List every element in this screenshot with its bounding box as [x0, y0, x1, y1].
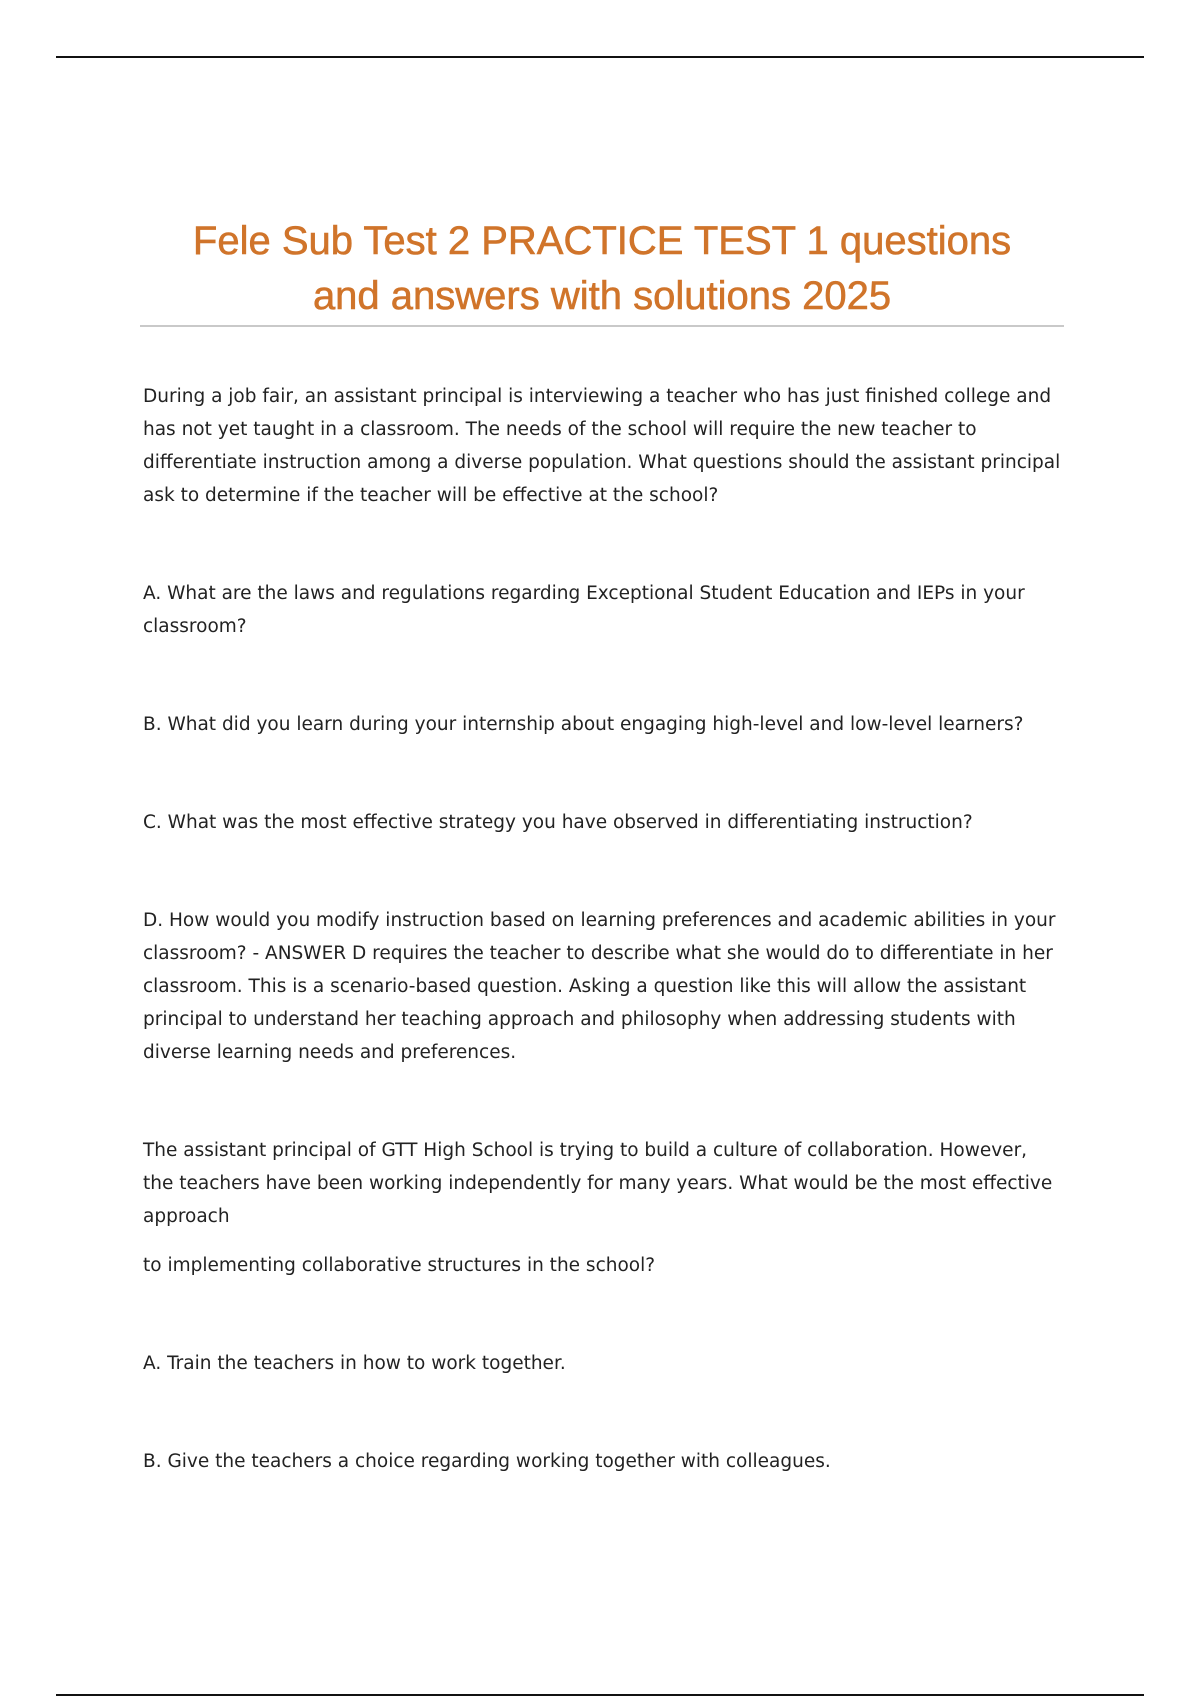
question-2-prompt: The assistant principal of GTT High School is trying to build a culture of collaboration. However, the teachers have been working independently for many years. What would be the most effective approach: [143, 1140, 1053, 1227]
question-1-option-c: C. What was the most effective strategy you have observed in differentiating instruction?: [143, 812, 973, 833]
bottom-border-line: [56, 1694, 1144, 1696]
document-body: [143, 380, 1063, 1478]
question-1-option-b: B. What did you learn during your internship about engaging high-level and low-level learners?: [143, 714, 1024, 735]
top-border-line: [56, 56, 1144, 58]
question-2-option-a: A. Train the teachers in how to work together.: [143, 1353, 566, 1374]
title-line-2: and answers with solutions 2025: [312, 274, 892, 318]
title-line-1: Fele Sub Test 2 PRACTICE TEST 1 questions: [192, 219, 1012, 263]
question-1-option-a: A. What are the laws and regulations regarding Exceptional Student Education and IEPs in your classroom?: [143, 583, 1025, 637]
question-2-prompt-continued: to implementing collaborative structures in the school?: [143, 1255, 656, 1276]
document-title: [140, 214, 1064, 324]
title-underline: [140, 325, 1064, 327]
question-2-option-b: B. Give the teachers a choice regarding working together with colleagues.: [143, 1451, 831, 1472]
question-1-option-d-answer: D. How would you modify instruction based on learning preferences and academic abilities in your classroom? - ANSWER D requires the teacher to describe what she would do to differentiate in her classroom. This is a scenario-based question. Asking a question like this will allow the assistant principal to understand her teaching approach and philosophy when addressing students with diverse learning needs and preferences.: [143, 910, 1056, 1063]
question-1-prompt: During a job fair, an assistant principal is interviewing a teacher who has just finished college and has not yet taught in a classroom. The needs of the school will require the new teacher to differentiate instruction among a diverse population. What questions should the assistant principal ask to determine if the teacher will be effective at the school?: [143, 386, 1061, 506]
